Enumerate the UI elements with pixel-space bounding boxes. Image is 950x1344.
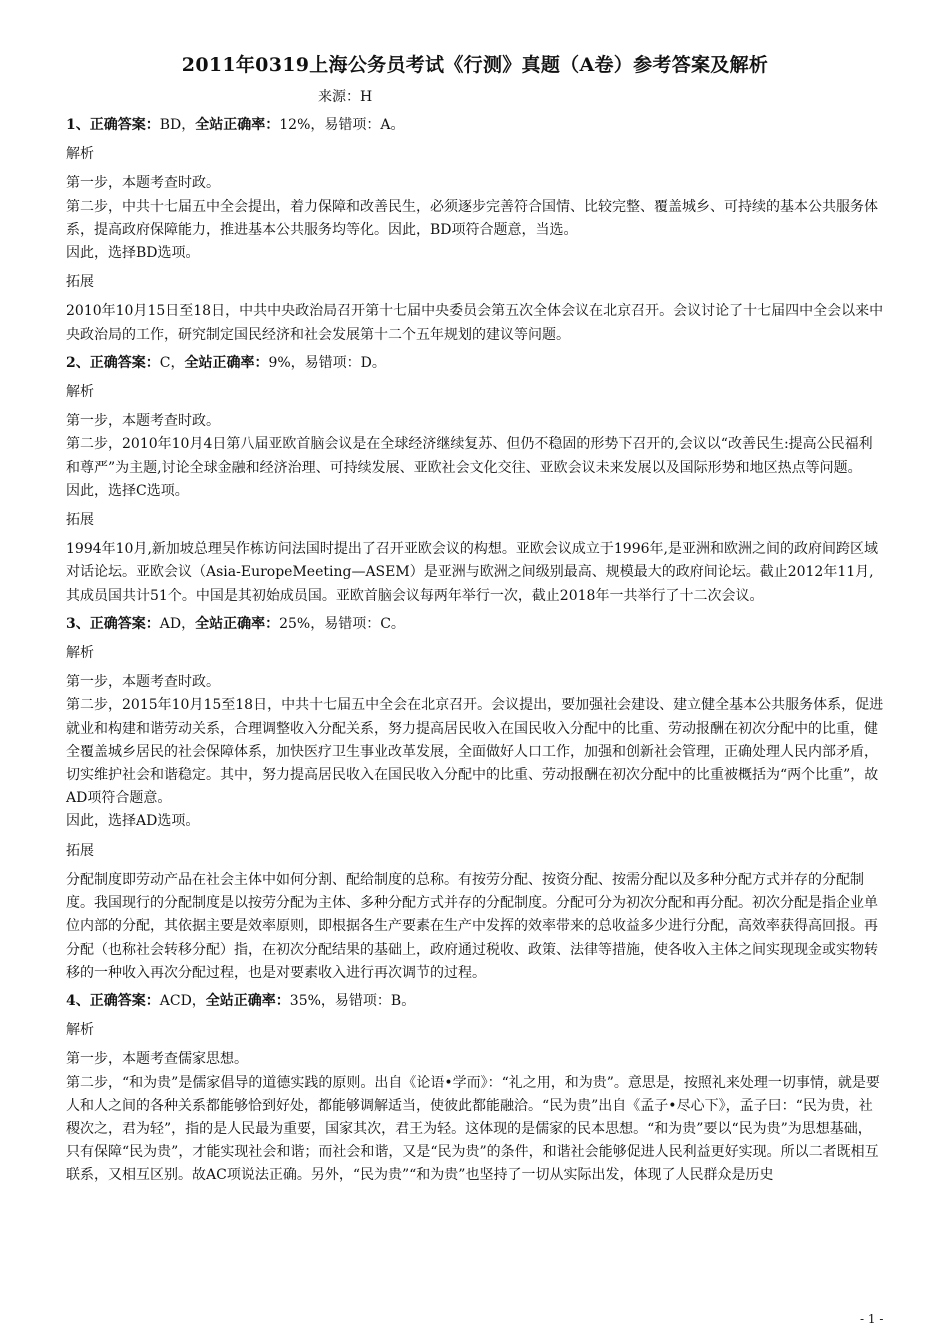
document-body xyxy=(66,114,884,1188)
rate-label: 全站正确率： xyxy=(195,117,280,133)
answer-label: 正确答案： xyxy=(89,992,160,1009)
rate-value: 9%，易错项：D。 xyxy=(268,354,386,371)
question-header xyxy=(66,613,884,636)
answer-label: 正确答案： xyxy=(89,354,160,371)
rate-value: 35%，易错项：B。 xyxy=(289,992,416,1009)
step-one: 第一步，本题考查儒家思想。 xyxy=(66,1051,248,1068)
question-number: 3、 xyxy=(66,615,90,632)
rate-label: 全站正确率： xyxy=(195,615,280,632)
question-header xyxy=(66,352,884,375)
extension-label: 拓展 xyxy=(66,274,94,291)
rate-label: 全站正确率： xyxy=(205,992,290,1009)
answer-value: C， xyxy=(159,354,185,371)
step-one: 第一步，本题考查时政。 xyxy=(66,674,220,691)
question-4 xyxy=(66,990,884,1188)
step-two: 第二步，中共十七届五中全会提出，着力保障和改善民生，必须逐步完善符合国情、比较完整、覆盖城乡、可持续的基本公共服务体系，提高政府保障能力，推进基本公共服务均等化。因此，BD项符合题意，当选。 xyxy=(66,198,878,238)
step-two: 第二步，2010年10月4日第八届亚欧首脑会议是在全球经济继续复苏、但仍不稳固的形势下召开的,会议以“改善民生:提高公民福利和尊严”为主题,讨论全球金融和经济治理、可持续发展、亚欧社会文化交往、亚欧会议未来发展以及国际形势和地区热点等问题。 xyxy=(66,436,873,476)
answer-label: 正确答案： xyxy=(89,615,160,632)
conclusion: 因此，选择BD选项。 xyxy=(66,245,200,262)
answer-value: AD， xyxy=(159,615,196,632)
extension-text: 分配制度即劳动产品在社会主体中如何分割、配给制度的总称。有按劳分配、按资分配、按需分配以及多种分配方式并存的分配制度。我国现行的分配制度是以按劳分配为主体、多种分配方式并存的分配制度。分配可分为初次分配和再分配。初次分配是指企业单位内部的分配，其依据主要是效率原则，即根据各生产要素在生产中发挥的效率带来的总收益多少进行分配，高效率获得高回报。再分配（也称社会转移分配）指，在初次分配结果的基础上，政府通过税收、政策、法律等措施，使各收入主体之间实现现金或实物转移的一种收入再次分配过程，也是对要素收入进行再次调节的过程。 xyxy=(66,871,878,981)
question-number: 1、 xyxy=(66,117,90,133)
analysis-label: 解析 xyxy=(66,384,94,401)
analysis-label: 解析 xyxy=(66,146,94,163)
conclusion: 因此，选择C选项。 xyxy=(66,482,189,499)
rate-value: 25%，易错项：C。 xyxy=(279,615,405,632)
question-1 xyxy=(66,114,884,347)
step-two: 第二步，“和为贵”是儒家倡导的道德实践的原则。出自《论语•学而》：“礼之用，和为贵”。意思是，按照礼来处理一切事情，就是要人和人之间的各种关系都能够恰到好处，都能够调解适当，使彼此都能融洽。“民为贵”出自《孟子•尽心下》，孟子曰：“民为贵，社稷次之，君为轻”，指的是人民最为重要，国家其次，君王为轻。这体现的是儒家的民本思想。“和为贵”要以“民为贵”为思想基础，只有保障“民为贵”，才能实现社会和谐；而社会和谐，又是“民为贵”的条件，和谐社会能够促进人民利益更好实现。所以二者既相互联系，又相互区别。故AC项说法正确。另外，“民为贵”“和为贵”也坚持了一切从实际出发，体现了人民群众是历史 xyxy=(66,1074,880,1184)
question-header xyxy=(66,114,884,137)
rate-label: 全站正确率： xyxy=(184,354,269,371)
conclusion: 因此，选择AD选项。 xyxy=(66,813,200,830)
question-3 xyxy=(66,613,884,985)
extension-text: 2010年10月15日至18日，中共中央政治局召开第十七届中央委员会第五次全体会议在北京召开。会议讨论了十七届四中全会以来中央政治局的工作，研究制定国民经济和社会发展第十二个五年规划的建议等问题。 xyxy=(66,303,884,343)
answer-value: BD， xyxy=(159,117,196,133)
extension-label: 拓展 xyxy=(66,512,94,529)
analysis-label: 解析 xyxy=(66,645,94,662)
page-title: 2011年0319上海公务员考试《行测》真题（A卷）参考答案及解析 xyxy=(181,54,769,76)
question-number: 4、 xyxy=(66,992,90,1009)
answer-value: ACD， xyxy=(159,992,206,1009)
question-number: 2、 xyxy=(66,354,90,371)
question-2 xyxy=(66,352,884,608)
step-two: 第二步，2015年10月15至18日，中共十七届五中全会在北京召开。会议提出，要加强社会建设、建立健全基本公共服务体系，促进就业和构建和谐劳动关系，合理调整收入分配关系，努力提高居民收入在国民收入分配中的比重、劳动报酬在初次分配中的比重，健全覆盖城乡居民的社会保障体系，加快医疗卫生事业改革发展，全面做好人口工作，加强和创新社会管理，正确处理人民内部矛盾，切实维护社会和谐稳定。其中，努力提高居民收入在国民收入分配中的比重、劳动报酬在初次分配中的比重被概括为“两个比重”，故AD项符合题意。 xyxy=(66,697,884,807)
step-one: 第一步，本题考查时政。 xyxy=(66,413,220,430)
extension-label: 拓展 xyxy=(66,842,94,859)
rate-value: 12%，易错项：A。 xyxy=(279,117,405,133)
source-line: 来源：H xyxy=(318,89,373,105)
extension-text: 1994年10月,新加坡总理吴作栋访问法国时提出了召开亚欧会议的构想。亚欧会议成立于1996年,是亚洲和欧洲之间的政府间跨区域对话论坛。亚欧会议（Asia-EuropeMeeting—ASEM）是亚洲与欧洲之间级别最高、规模最大的政府间论坛。截止2012年11月,其成员国共计51个。中国是其初始成员国。亚欧首脑会议每两年举行一次，截止2018年一共举行了十二次会议。 xyxy=(66,541,878,604)
analysis-label: 解析 xyxy=(66,1022,94,1039)
page-number: - 1 - xyxy=(860,1312,884,1326)
answer-label: 正确答案： xyxy=(89,117,160,133)
step-one: 第一步，本题考查时政。 xyxy=(66,175,220,192)
question-header xyxy=(66,990,884,1013)
